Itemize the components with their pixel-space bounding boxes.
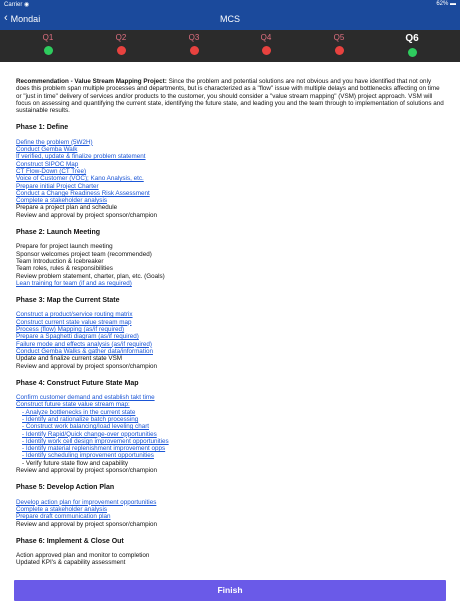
step-link[interactable]: Process (flow) Mapping (as/if required): [16, 326, 125, 334]
phase-heading: Phase 5: Develop Action Plan: [16, 484, 115, 492]
step-text: Review and approval by project sponsor/champion: [16, 520, 158, 528]
question-label: Q1: [42, 33, 54, 42]
step-link[interactable]: If verified, update & finalize problem statement: [16, 153, 146, 161]
step-text: Action approved plan and monitor to completion: [16, 552, 150, 560]
recommendation-body: Since the problem and potential solutions are not obvious and you have identified that not only does this problem span multiple processes and departments, but is characterized as a "flow" issue with multiple delays and bottlenecks affecting on time or "just in time" delivery of services and/or products to the customer, you should consider a "value stream mapping" (VSM) project approach. VSM will focus on assessing and quantifying the current state, identifying the future state, and leading you and the team through to implementation of solutions and sustainable results.: [16, 78, 444, 115]
step-link[interactable]: Conduct Gemba Walks & gather data/information: [16, 347, 153, 355]
status-dot-icon: [44, 46, 53, 55]
status-dot-icon: [190, 46, 199, 55]
step-text: Review and approval by project sponsor/champion: [16, 362, 158, 370]
step-text: Review problem statement, charter, plan, etc. (Goals): [16, 272, 165, 280]
phase-steps-list: [16, 311, 446, 369]
step-link[interactable]: Voice of Customer (VOC); Kano Analysis, etc.: [16, 175, 144, 183]
step-link[interactable]: - Identify material replenishment improvement opps: [22, 445, 166, 453]
step-link[interactable]: Develop action plan for improvement opportunities: [16, 498, 157, 506]
step-text: Prepare a project plan and schedule: [16, 204, 118, 212]
status-dot-icon: [408, 48, 417, 57]
step-text: Review and approval by project sponsor/champion: [16, 211, 158, 219]
step-link[interactable]: Conduct a Change Readiness Risk Assessment: [16, 189, 150, 197]
step-link[interactable]: Construct SIPOC Map: [16, 160, 79, 168]
step-text: Review and approval by project sponsor/champion: [16, 467, 158, 475]
step-link[interactable]: Failure mode and effects analysis (as/if required): [16, 340, 153, 348]
step-link[interactable]: - Identify work cell design improvement opportunities: [22, 437, 169, 445]
recommendation-paragraph: [16, 78, 446, 114]
step-link[interactable]: CT Flow-Down (CT Tree): [16, 167, 87, 175]
phase-steps-list: [16, 552, 446, 567]
step-link[interactable]: Complete a stakeholder analysis: [16, 197, 108, 205]
step-link[interactable]: Define the problem (5W2H): [16, 138, 93, 146]
question-label: Q4: [260, 33, 272, 42]
status-dot-icon: [335, 46, 344, 55]
step-link[interactable]: - Analyze bottlenecks in the current state: [22, 408, 136, 416]
question-tab-q2[interactable]: [101, 33, 141, 55]
step-link[interactable]: Construct current state value stream map: [16, 318, 132, 326]
status-dot-icon: [117, 46, 126, 55]
question-label: Q2: [115, 33, 127, 42]
status-bar: [0, 0, 460, 10]
finish-label: Finish: [217, 585, 243, 595]
phase-steps-list: [16, 243, 446, 287]
step-link[interactable]: - Identify scheduling improvement opportunities: [22, 452, 154, 460]
question-tab-q4[interactable]: [246, 33, 286, 55]
question-label: Q3: [188, 33, 200, 42]
step-text: Prepare for project launch meeting: [16, 243, 113, 251]
navigation-bar: [0, 10, 460, 30]
question-tab-q6[interactable]: [392, 33, 432, 57]
phase-heading: Phase 6: Implement & Close Out: [16, 537, 124, 545]
step-text: Sponsor welcomes project team (recommended): [16, 250, 152, 258]
step-link[interactable]: - Identify Rapid/Quick change-over opportunities: [22, 430, 157, 438]
status-dot-icon: [262, 46, 271, 55]
finish-button[interactable]: [14, 580, 446, 601]
question-progress-bar: [0, 30, 460, 62]
chevron-left-icon: ‹: [4, 12, 8, 24]
step-link[interactable]: Complete a stakeholder analysis: [16, 505, 108, 513]
step-link[interactable]: - Identify and rationalize batch processing: [22, 415, 139, 423]
question-label: Q6: [405, 33, 419, 44]
step-link[interactable]: Conduct Gemba Walk: [16, 146, 78, 154]
step-link[interactable]: - Construct work balancing/load leveling chart: [22, 423, 150, 431]
page-title: MCS: [220, 14, 240, 24]
phase-heading: Phase 4: Construct Future State Map: [16, 379, 139, 387]
recommendation-heading: Recommendation - Value Stream Mapping Project:: [16, 78, 167, 85]
question-tab-q1[interactable]: [28, 33, 68, 55]
phase-heading: Phase 3: Map the Current State: [16, 297, 120, 305]
question-tab-q5[interactable]: [319, 33, 359, 55]
step-text: Team roles, rules & responsibilities: [16, 265, 113, 273]
step-text: Team Introduction & Icebreaker: [16, 257, 104, 265]
step-link[interactable]: Confirm customer demand and establish takt time: [16, 394, 155, 402]
question-label: Q5: [333, 33, 345, 42]
step-text: Update and finalize current state VSM: [16, 355, 123, 363]
step-text: - Verify future state flow and capability: [22, 459, 129, 467]
carrier-label: Carrier ◉: [4, 2, 30, 8]
phase-steps-list: [16, 139, 446, 219]
step-link[interactable]: Prepare initial Project Charter: [16, 182, 99, 190]
step-text: Updated KPI's & capability assessment: [16, 559, 126, 567]
step-link[interactable]: Lean training for team (if and as required): [16, 279, 132, 287]
phase-heading: Phase 2: Launch Meeting: [16, 229, 101, 237]
recommendation-content: [16, 78, 446, 571]
phase-heading: Phase 1: Define: [16, 124, 69, 132]
step-link[interactable]: Construct future state value stream map:: [16, 401, 130, 409]
step-link[interactable]: Prepare a Spaghetti diagram (as/if required): [16, 333, 139, 341]
back-label: Mondai: [10, 13, 41, 24]
step-link[interactable]: Construct a product/service routing matrix: [16, 311, 133, 319]
phase-steps-list: [16, 394, 446, 474]
battery-indicator: 62% ▬: [436, 1, 456, 7]
step-link[interactable]: Prepare draft communication plan: [16, 513, 111, 521]
question-tab-q3[interactable]: [174, 33, 214, 55]
phases-list: [16, 124, 446, 566]
phase-steps-list: [16, 499, 446, 528]
